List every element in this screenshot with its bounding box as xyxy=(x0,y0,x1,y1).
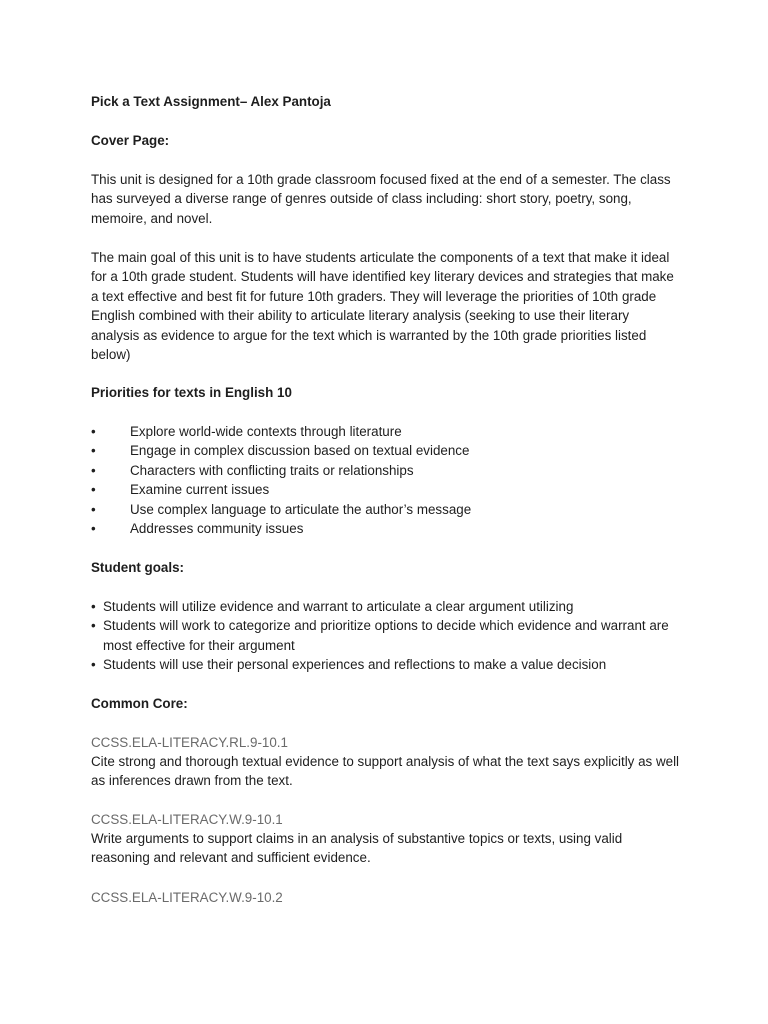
student-goals-list xyxy=(91,597,681,675)
common-core-heading: Common Core: xyxy=(91,696,188,711)
document-title: Pick a Text Assignment– Alex Pantoja xyxy=(91,94,331,109)
list-item: • Students will work to categorize and prioritize options to decide which evidence and warrant are most effective for their argument xyxy=(91,616,681,655)
list-item: • Students will use their personal experiences and reflections to make a value decision xyxy=(91,655,681,674)
standard-text: Cite strong and thorough textual evidence to support analysis of what the text says explicitly as well as inferences drawn from the text. xyxy=(91,754,680,789)
standard-code: CCSS.ELA-LITERACY.W.9-10.1 xyxy=(91,812,283,827)
list-item: • Characters with conflicting traits or relationships xyxy=(91,461,681,480)
list-item: • Examine current issues xyxy=(91,480,681,499)
standard-code: CCSS.ELA-LITERACY.W.9-10.2 xyxy=(91,890,283,905)
cover-paragraph-1: This unit is designed for a 10th grade classroom focused fixed at the end of a semester. The class has surveyed a diverse range of genres outside of class including: short story, poetry, song, memoire, and novel. xyxy=(91,172,671,226)
student-goals-heading: Student goals: xyxy=(91,560,184,575)
list-item: • Students will utilize evidence and warrant to articulate a clear argument utilizing xyxy=(91,597,681,616)
priorities-heading: Priorities for texts in English 10 xyxy=(91,385,292,400)
cover-paragraph-2: The main goal of this unit is to have students articulate the components of a text that make it ideal for a 10th grade student. Students will have identified key literary devices and strategies that make a text effective and best fit for future 10th graders. They will leverage the priorities of 10th grade English combined with their ability to articulate literary analysis (seeking to use their literary analysis as evidence to argue for the text which is warranted by the 10th grade priorities listed below) xyxy=(91,250,674,363)
standard-code: CCSS.ELA-LITERACY.RL.9-10.1 xyxy=(91,735,288,750)
standard-text: Write arguments to support claims in an analysis of substantive topics or texts, using valid reasoning and relevant and sufficient evidence. xyxy=(91,831,623,866)
list-item: • Engage in complex discussion based on textual evidence xyxy=(91,441,681,460)
cover-page-heading: Cover Page: xyxy=(91,133,170,148)
priorities-list xyxy=(91,422,681,538)
list-item: • Addresses community issues xyxy=(91,519,681,538)
list-item: • Use complex language to articulate the author’s message xyxy=(91,500,681,519)
list-item: • Explore world-wide contexts through literature xyxy=(91,422,681,441)
